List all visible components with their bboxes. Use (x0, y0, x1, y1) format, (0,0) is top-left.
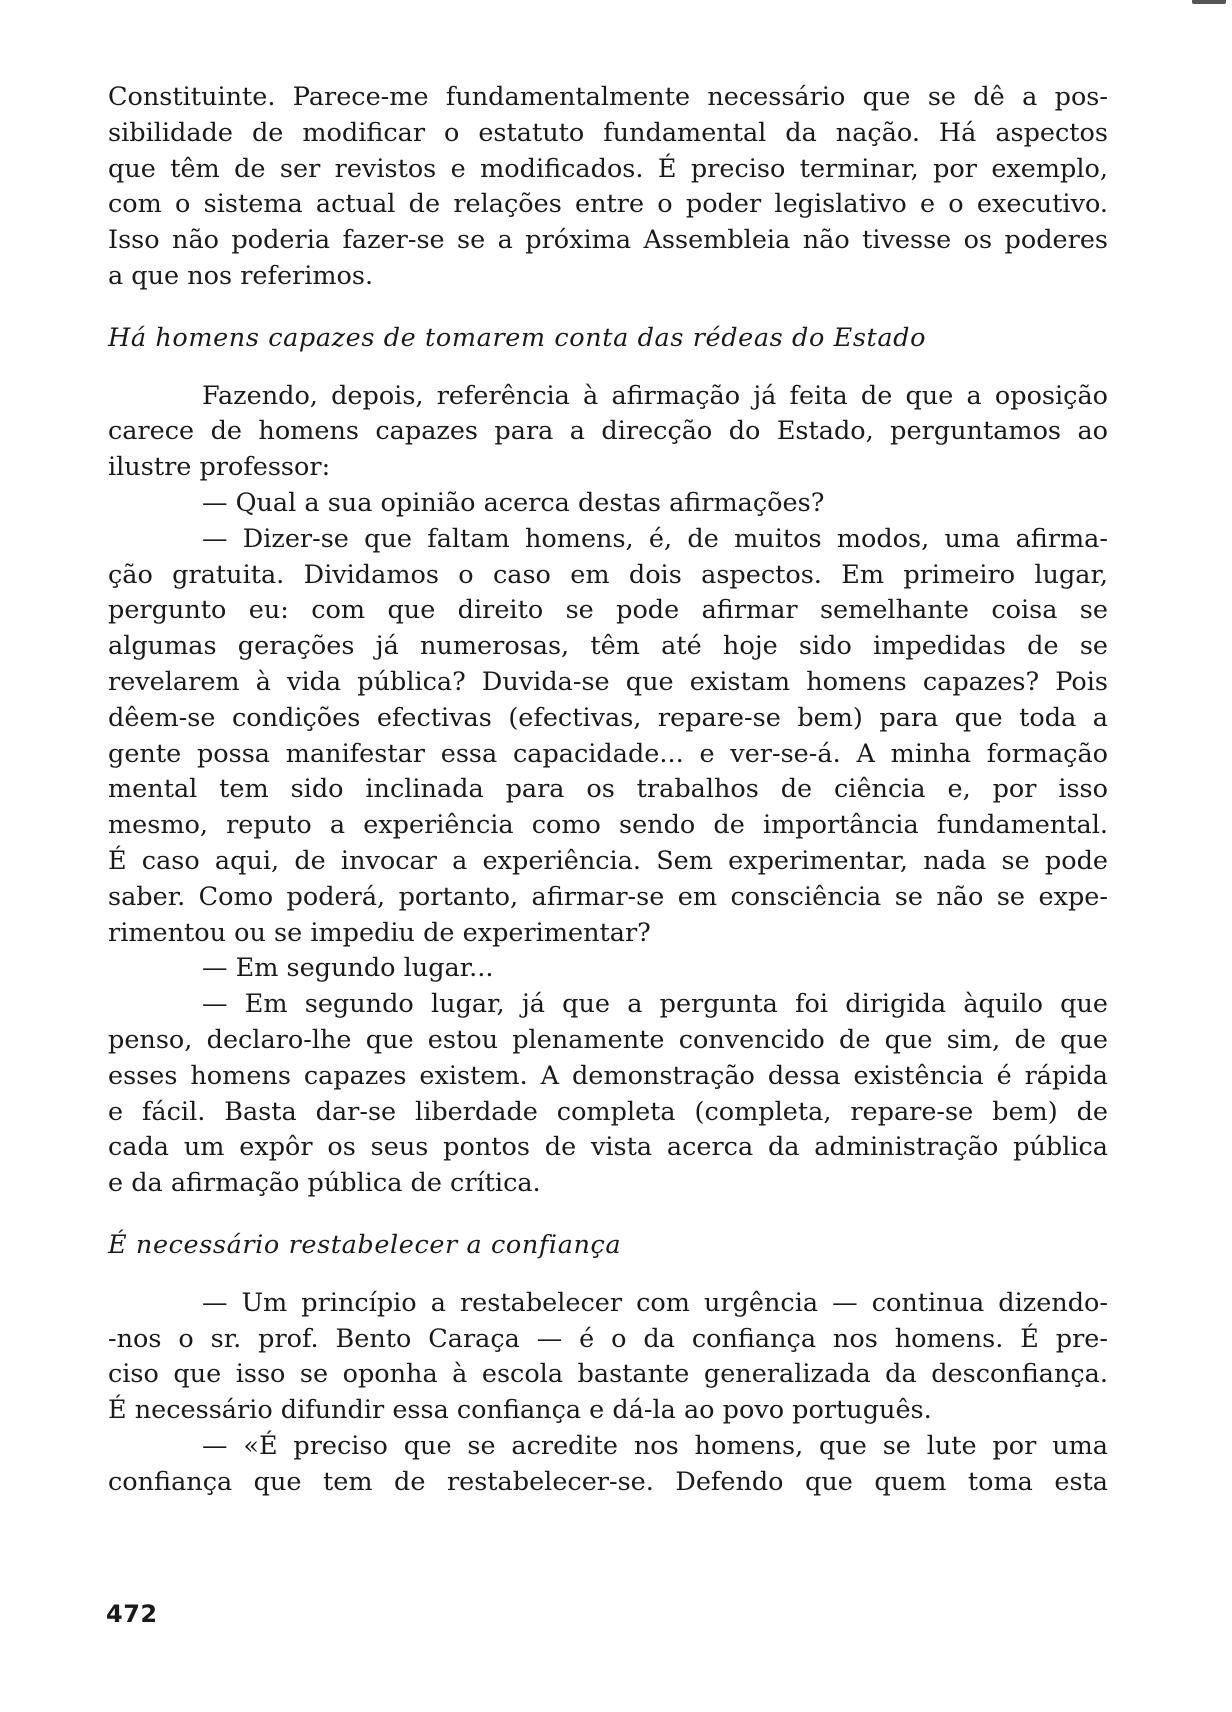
scan-mark (1192, 0, 1226, 4)
text-line: — «É preciso que se acredite nos homens, que se lute por uma (202, 1430, 1108, 1461)
text-line: revelarem à vida pública? Duvida-se que existam homens capazes? Pois (108, 666, 1108, 697)
text-line: dêem-se condições efectivas (efectivas, repare-se bem) para que toda a (108, 702, 1108, 733)
text-line: penso, declaro-lhe que estou plenamente convencido de que sim, de que (108, 1024, 1108, 1055)
text-line: algumas gerações já numerosas, têm até hoje sido impedidas de se (108, 631, 1108, 662)
text-line: e da afirmação pública de crítica. (108, 1168, 541, 1199)
text-content (108, 80, 1108, 1500)
text-line: — Em segundo lugar, já que a pergunta foi dirigida àquilo que (202, 989, 1108, 1020)
text-line: confiança que tem de restabelecer-se. Defendo que quem toma esta (108, 1466, 1108, 1497)
text-line: Isso não poderia fazer-se se a próxima Assembleia não tivesse os poderes (108, 225, 1108, 256)
text-line: Fazendo, depois, referência à afirmação já feita de que a oposição (202, 380, 1108, 411)
text-line: -nos o sr. prof. Bento Caraça — é o da confiança nos homens. É pre- (108, 1323, 1108, 1354)
text-line: — Um princípio a restabelecer com urgência — continua dizendo- (202, 1287, 1108, 1318)
text-line: a que nos referimos. (108, 260, 374, 291)
text-line: ilustre professor: (108, 452, 331, 483)
text-line: — Qual a sua opinião acerca destas afirmações? (202, 487, 825, 518)
paragraph (108, 379, 1108, 1202)
text-line: esses homens capazes existem. A demonstração dessa existência é rápida (108, 1060, 1108, 1091)
text-line: Constituinte. Parece-me fundamentalmente necessário que se dê a pos- (108, 82, 1108, 112)
paragraph (108, 1286, 1108, 1501)
text-line: sibilidade de modificar o estatuto fundamental da nação. Há aspectos (108, 117, 1108, 148)
text-line: ciso que isso se oponha à escola bastante generalizada da desconfiança. (108, 1359, 1108, 1390)
section-heading: Há homens capazes de tomarem conta das rédeas do Estado (108, 322, 927, 353)
page-number: 472 (106, 1600, 158, 1628)
text-line: cada um expôr os seus pontos de vista acerca da administração pública (108, 1132, 1108, 1163)
text-line: É caso aqui, de invocar a experiência. Sem experimentar, nada se pode (108, 845, 1108, 876)
text-line: pergunto eu: com que direito se pode afirmar semelhante coisa se (108, 595, 1108, 626)
text-line: saber. Como poderá, portanto, afirmar-se em consciência se não se expe- (108, 881, 1108, 912)
text-line: mental tem sido inclinada para os trabalhos de ciência e, por isso (108, 774, 1108, 805)
text-line: carece de homens capazes para a direcção do Estado, perguntamos ao (108, 416, 1108, 447)
text-line: — Dizer-se que faltam homens, é, de muitos modos, uma afirma- (202, 523, 1108, 554)
section-heading: É necessário restabelecer a confiança (108, 1229, 622, 1260)
text-line: mesmo, reputo a experiência como sendo de importância fundamental. (108, 810, 1108, 841)
text-line: rimentou ou se impediu de experimentar? (108, 917, 651, 948)
text-line: — Em segundo lugar... (202, 953, 494, 984)
text-line: É necessário difundir essa confiança e dá-la ao povo português. (108, 1395, 932, 1426)
text-line: ção gratuita. Dividamos o caso em dois aspectos. Em primeiro lugar, (108, 559, 1108, 590)
text-line: com o sistema actual de relações entre o poder legislativo e o executivo. (108, 189, 1108, 220)
text-line: e fácil. Basta dar-se liberdade completa (completa, repare-se bem) de (108, 1096, 1108, 1127)
text-line: que têm de ser revistos e modificados. É preciso terminar, por exemplo, (108, 153, 1108, 184)
page-body (108, 80, 1108, 1500)
text-line: gente possa manifestar essa capacidade... e ver-se-á. A minha formação (108, 738, 1108, 769)
paragraph (108, 80, 1108, 295)
